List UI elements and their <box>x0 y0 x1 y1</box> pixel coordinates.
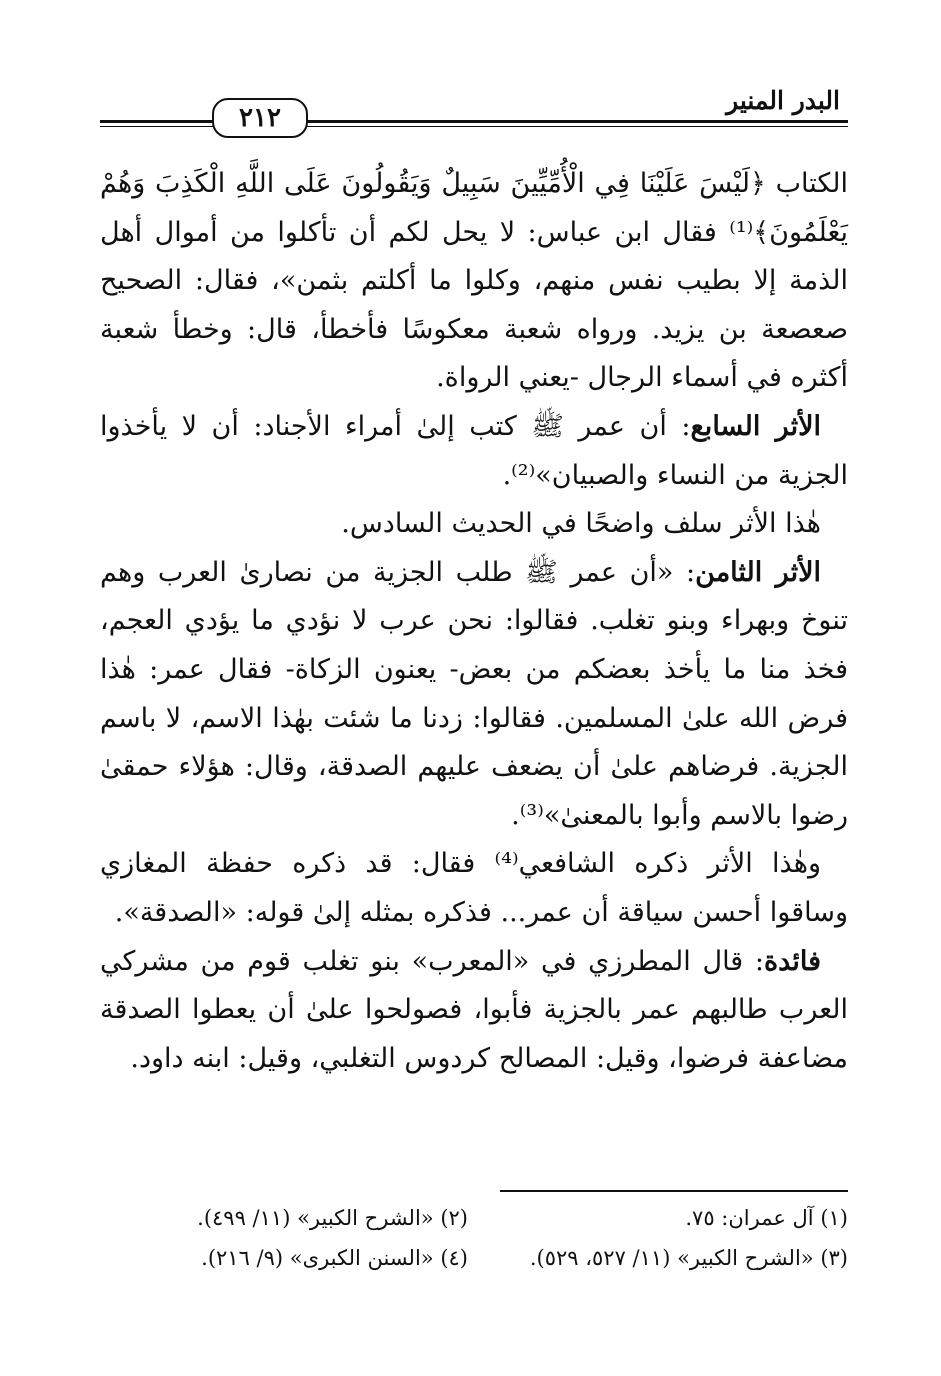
footnote-1: (١) آل عمران: ٧٥. <box>685 1206 848 1230</box>
paragraph-2-heading: الأثر السابع <box>690 410 821 442</box>
page-header <box>100 86 848 133</box>
footnote-separator <box>500 1190 848 1192</box>
paragraph-5: وهٰذا الأثر ذكره الشافعي⁽⁴⁾ فقال: قد ذكره حفظة المغازي وساقوا أحسن سياقة أن عمر... فذكره بمثله إلىٰ قوله: «الصدقة». <box>100 848 848 928</box>
paragraph-2-text: : أن عمر ﷺ كتب إلىٰ أمراء الأجناد: أن لا يأخذوا الجزية من النساء والصبيان»⁽²⁾. <box>100 410 848 491</box>
running-title: البدر المنير <box>726 86 840 115</box>
paragraph-2 <box>100 403 848 500</box>
paragraph-6-text: : قال المطرزي في «المعرب» بنو تغلب قوم من مشركي العرب طالبهم عمر بالجزية فأبوا، فصولحوا علىٰ أن يعطوا الصدقة مضاعفة فرضوا، وقيل: المصالح كردوس التغلبي، وقيل: ابنه داود. <box>100 945 848 1074</box>
paragraph-4-heading: الأثر الثامن <box>695 556 821 588</box>
footnote-row-2 <box>100 1238 848 1278</box>
footnote-2: (٢) «الشرح الكبير» (١١/ ٤٩٩). <box>197 1206 468 1230</box>
footnote-row-1 <box>100 1198 848 1238</box>
paragraph-3: هٰذا الأثر سلف واضحًا في الحديث السادس. <box>341 508 821 540</box>
paragraph-6 <box>100 938 848 1084</box>
footnote-3: (٣) «الشرح الكبير» (١١/ ٥٢٧، ٥٢٩). <box>529 1246 848 1270</box>
page-number: ٢١٢ <box>212 98 308 138</box>
footnote-4: (٤) «السنن الكبرى» (٩/ ٢١٦). <box>201 1246 468 1270</box>
paragraph-1: الكتاب ﴿لَيْسَ عَلَيْنَا فِي الْأُمِّيِّينَ سَبِيلٌ وَيَقُولُونَ عَلَى اللَّهِ الْكَذِبَ وَهُمْ يَعْلَمُونَ﴾⁽¹⁾ فقال ابن عباس: لا يحل لكم أن تأكلوا من أموال أهل الذمة إلا بطيب نفس منهم، وكلوا ما أكلتم بثمن»، فقال: الصحيح صعصعة بن يزيد. ورواه شعبة معكوسًا فأخطأ، قال: وخطأ شعبة أكثره في أسماء الرجال -يعني الرواة. <box>100 168 848 394</box>
paragraph-6-heading: فائدة <box>764 945 821 977</box>
paragraph-4 <box>100 549 848 841</box>
paragraph-4-text: : «أن عمر ﷺ طلب الجزية من نصارىٰ العرب وهم تنوخ وبهراء وبنو تغلب. فقالوا: نحن عرب لا نؤدي ما يؤدي العجم، فخذ منا ما يأخذ بعضكم من بعض- يعنون الزكاة- فقال عمر: هٰذا فرض الله علىٰ المسلمين. فقالوا: زدنا ما شئت بهٰذا الاسم، لا باسم الجزية. فرضاهم علىٰ أن يضعف عليهم الصدقة، وقال: هؤلاء حمقىٰ رضوا بالاسم وأبوا بالمعنىٰ»⁽³⁾. <box>100 556 848 831</box>
main-text <box>100 160 848 1083</box>
footnotes <box>100 1198 848 1278</box>
